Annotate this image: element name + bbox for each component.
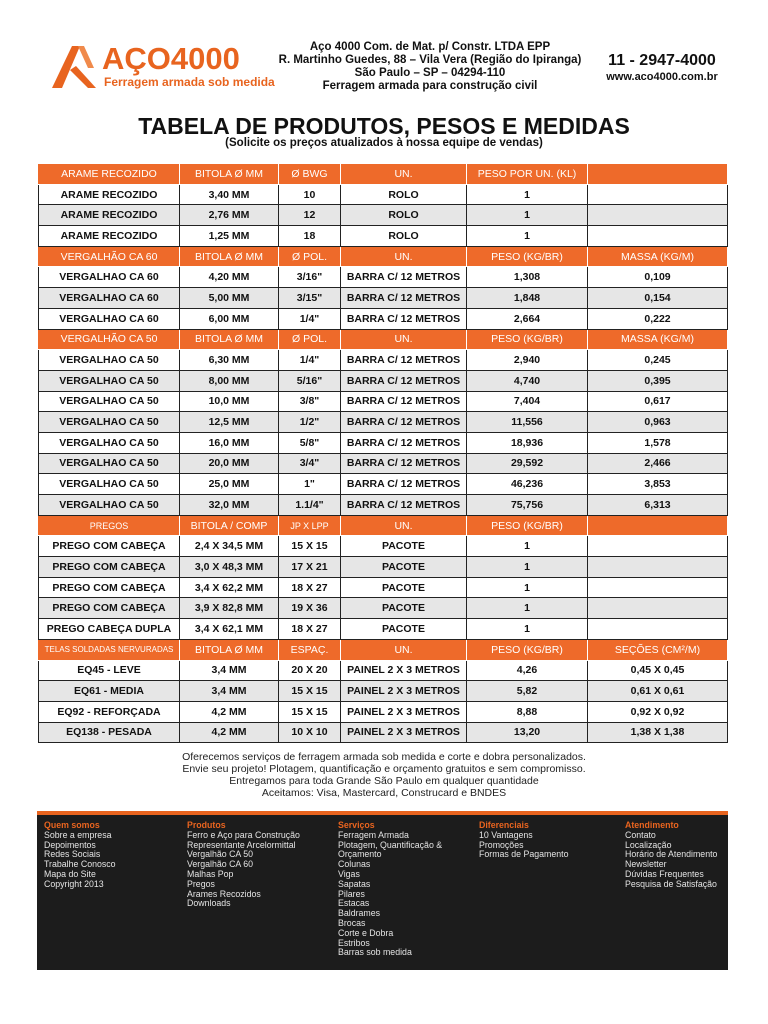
table-cell: [588, 598, 728, 619]
table-section-header: [39, 164, 728, 185]
table-cell: 4,2 MM: [180, 701, 279, 722]
footer-heading: Produtos: [187, 820, 226, 830]
table-cell: 1,25 MM: [180, 226, 279, 247]
table-cell: PREGO COM CABEÇA: [39, 536, 180, 557]
table-cell: 10,0 MM: [180, 391, 279, 412]
footer-column-servicos: [338, 821, 442, 958]
table-cell: 1,578: [588, 432, 728, 453]
table-header-cell: BITOLA Ø MM: [180, 329, 279, 350]
table-cell: EQ61 - MEDIA: [39, 681, 180, 702]
table-cell: 2,664: [467, 308, 588, 329]
footer-link[interactable]: Promoções: [479, 839, 524, 850]
table-cell: 1.1/4": [279, 495, 341, 516]
note-line: Entregamos para toda Grande São Paulo em qualquer quantidade: [229, 775, 539, 787]
table-cell: ROLO: [341, 205, 467, 226]
table-cell: 1: [467, 184, 588, 205]
table-cell: EQ92 - REFORÇADA: [39, 701, 180, 722]
table-row: [39, 267, 728, 288]
table-cell: 3,0 X 48,3 MM: [180, 557, 279, 578]
table-cell: VERGALHAO CA 60: [39, 288, 180, 309]
table-cell: 3,40 MM: [180, 184, 279, 205]
table-cell: 6,30 MM: [180, 350, 279, 371]
table-cell: 18,936: [467, 432, 588, 453]
footer-heading: Diferenciais: [479, 820, 529, 830]
table-cell: 1: [467, 205, 588, 226]
footer-link[interactable]: Pesquisa de Satisfação: [625, 878, 717, 889]
table-cell: 1": [279, 474, 341, 495]
table-cell: 18: [279, 226, 341, 247]
table-cell: ARAME RECOZIDO: [39, 205, 180, 226]
table-row: [39, 226, 728, 247]
table-cell: BARRA C/ 12 METROS: [341, 288, 467, 309]
table-row: [39, 577, 728, 598]
table-cell: EQ138 - PESADA: [39, 722, 180, 743]
table-cell: VERGALHAO CA 50: [39, 391, 180, 412]
footer-heading: Quem somos: [44, 820, 100, 830]
table-header-cell: UN.: [341, 515, 467, 536]
table-cell: 75,756: [467, 495, 588, 516]
contact-info: [598, 52, 726, 84]
table-cell: 2,4 X 34,5 MM: [180, 536, 279, 557]
footer-link[interactable]: Baldrames: [338, 908, 381, 919]
table-cell: 29,592: [467, 453, 588, 474]
table-row: [39, 288, 728, 309]
table-cell: 15 X 15: [279, 701, 341, 722]
footer-link[interactable]: Ferro e Aço para Construção: [187, 829, 300, 840]
table-cell: VERGALHAO CA 60: [39, 308, 180, 329]
footer-link[interactable]: Plotagem, Quantificação &: [338, 839, 443, 850]
table-cell: BARRA C/ 12 METROS: [341, 453, 467, 474]
table-cell: VERGALHAO CA 50: [39, 350, 180, 371]
table-row: [39, 350, 728, 371]
table-cell: 6,313: [588, 495, 728, 516]
table-row: [39, 495, 728, 516]
footer-link[interactable]: Trabalhe Conosco: [44, 859, 116, 870]
table-cell: PACOTE: [341, 598, 467, 619]
footer-link[interactable]: Pilares: [338, 888, 365, 899]
table-cell: 1,308: [467, 267, 588, 288]
table-cell: 0,963: [588, 412, 728, 433]
table-cell: 5/8": [279, 432, 341, 453]
table-cell: BARRA C/ 12 METROS: [341, 308, 467, 329]
table-header-cell: UN.: [341, 164, 467, 185]
table-header-cell: VERGALHÃO CA 60: [39, 246, 180, 267]
footer-link[interactable]: Depoimentos: [44, 839, 96, 850]
table-cell: ROLO: [341, 226, 467, 247]
footer-link[interactable]: Newsletter: [625, 859, 667, 870]
footer-link[interactable]: Vigas: [338, 868, 360, 879]
table-cell: 1: [467, 536, 588, 557]
table-cell: 0,154: [588, 288, 728, 309]
table-cell: PAINEL 2 X 3 METROS: [341, 681, 467, 702]
table-cell: VERGALHAO CA 50: [39, 495, 180, 516]
table-header-cell: PESO POR UN. (KL): [467, 164, 588, 185]
table-row: [39, 474, 728, 495]
table-cell: 1: [467, 557, 588, 578]
table-row: [39, 598, 728, 619]
table-cell: BARRA C/ 12 METROS: [341, 432, 467, 453]
footer-link[interactable]: Mapa do Site: [44, 868, 96, 879]
table-row: [39, 536, 728, 557]
table-cell: 1/4": [279, 350, 341, 371]
table-cell: 0,222: [588, 308, 728, 329]
footer-link[interactable]: Copyright 2013: [44, 878, 104, 889]
table-cell: BARRA C/ 12 METROS: [341, 391, 467, 412]
table-cell: 0,617: [588, 391, 728, 412]
table-row: [39, 432, 728, 453]
table-cell: 10 X 10: [279, 722, 341, 743]
footer-link[interactable]: Ferragem Armada: [338, 829, 409, 840]
table-cell: [588, 536, 728, 557]
site-footer: [37, 811, 728, 970]
table-header-cell: BITOLA Ø MM: [180, 164, 279, 185]
table-section-header: [39, 329, 728, 350]
table-row: [39, 722, 728, 743]
table-cell: 5/16": [279, 370, 341, 391]
table-cell: 6,00 MM: [180, 308, 279, 329]
table-cell: PACOTE: [341, 577, 467, 598]
table-cell: PACOTE: [341, 619, 467, 640]
table-row: [39, 184, 728, 205]
table-cell: ROLO: [341, 184, 467, 205]
table-header-cell: MASSA (KG/M): [588, 246, 728, 267]
table-header-cell: MASSA (KG/M): [588, 329, 728, 350]
table-cell: 16,0 MM: [180, 432, 279, 453]
table-cell: 25,0 MM: [180, 474, 279, 495]
table-cell: 12: [279, 205, 341, 226]
table-cell: 3,853: [588, 474, 728, 495]
table-cell: 19 X 36: [279, 598, 341, 619]
company-line: Ferragem armada para construção civil: [322, 80, 538, 92]
table-cell: 3,4 X 62,2 MM: [180, 577, 279, 598]
logo-tagline: Ferragem armada sob medida: [104, 75, 275, 89]
table-row: [39, 308, 728, 329]
table-header-cell: PESO (KG/BR): [467, 246, 588, 267]
table-cell: 1: [467, 577, 588, 598]
table-cell: 2,940: [467, 350, 588, 371]
table-cell: PACOTE: [341, 557, 467, 578]
table-cell: 1,38 X 1,38: [588, 722, 728, 743]
table-cell: PAINEL 2 X 3 METROS: [341, 701, 467, 722]
table-cell: VERGALHAO CA 50: [39, 474, 180, 495]
table-cell: 18 X 27: [279, 619, 341, 640]
company-line: R. Martinho Guedes, 88 – Vila Vera (Região do Ipiranga): [278, 54, 582, 66]
table-cell: [588, 577, 728, 598]
table-cell: 0,92 X 0,92: [588, 701, 728, 722]
table-cell: 17 X 21: [279, 557, 341, 578]
table-cell: VERGALHAO CA 50: [39, 412, 180, 433]
table-cell: [588, 226, 728, 247]
footer-link[interactable]: Estribos: [338, 937, 370, 948]
table-cell: 4,740: [467, 370, 588, 391]
website-link[interactable]: www.aco4000.com.br: [606, 71, 718, 83]
table-cell: VERGALHAO CA 50: [39, 453, 180, 474]
table-header-cell: UN.: [341, 639, 467, 660]
table-cell: 20,0 MM: [180, 453, 279, 474]
table-cell: 4,2 MM: [180, 722, 279, 743]
table-header-cell: BITOLA Ø MM: [180, 246, 279, 267]
page-header: [0, 0, 768, 110]
table-section-header: [39, 515, 728, 536]
table-header-cell: VERGALHÃO CA 50: [39, 329, 180, 350]
logo-name: AÇO4000: [102, 41, 240, 76]
table-cell: 3/16": [279, 267, 341, 288]
table-cell: 13,20: [467, 722, 588, 743]
table-cell: PACOTE: [341, 536, 467, 557]
page-subtitle: (Solicite os preços atualizados à nossa equipe de vendas): [225, 137, 543, 149]
table-cell: 1: [467, 226, 588, 247]
table-cell: 5,00 MM: [180, 288, 279, 309]
table-cell: [588, 619, 728, 640]
table-cell: 1: [467, 619, 588, 640]
table-header-cell: PESO (KG/BR): [467, 639, 588, 660]
table-cell: ARAME RECOZIDO: [39, 226, 180, 247]
table-row: [39, 391, 728, 412]
table-cell: 2,76 MM: [180, 205, 279, 226]
table-cell: 32,0 MM: [180, 495, 279, 516]
table-header-cell: ARAME RECOZIDO: [39, 164, 180, 185]
table-cell: 0,45 X 0,45: [588, 660, 728, 681]
table-cell: 0,109: [588, 267, 728, 288]
footer-link[interactable]: Barras sob medida: [338, 947, 412, 958]
footer-link[interactable]: 10 Vantagens: [479, 829, 533, 840]
table-cell: 46,236: [467, 474, 588, 495]
company-info: [270, 41, 590, 93]
company-line: Aço 4000 Com. de Mat. p/ Constr. LTDA EPP: [309, 41, 551, 53]
table-cell: 15 X 15: [279, 536, 341, 557]
table-cell: 4,26: [467, 660, 588, 681]
products-table: [38, 163, 728, 743]
footer-link[interactable]: Vergalhão CA 50: [187, 849, 254, 860]
page-title: TABELA DE PRODUTOS, PESOS E MEDIDAS: [138, 113, 630, 139]
table-cell: 10: [279, 184, 341, 205]
note-line: Oferecemos serviços de ferragem armada sob medida e corte e dobra personalizados.: [182, 751, 586, 763]
footer-column-produtos: [187, 821, 300, 909]
table-row: [39, 557, 728, 578]
table-header-cell: [588, 164, 728, 185]
table-cell: 12,5 MM: [180, 412, 279, 433]
table-cell: PREGO COM CABEÇA: [39, 598, 180, 619]
table-cell: VERGALHAO CA 50: [39, 370, 180, 391]
table-cell: 4,20 MM: [180, 267, 279, 288]
table-cell: 3,4 MM: [180, 660, 279, 681]
table-cell: BARRA C/ 12 METROS: [341, 495, 467, 516]
table-cell: 0,245: [588, 350, 728, 371]
table-cell: 3/4": [279, 453, 341, 474]
company-logo: [48, 41, 275, 98]
table-cell: BARRA C/ 12 METROS: [341, 267, 467, 288]
table-cell: [588, 184, 728, 205]
table-header-cell: UN.: [341, 246, 467, 267]
table-cell: BARRA C/ 12 METROS: [341, 474, 467, 495]
footer-link[interactable]: Localização: [625, 839, 672, 850]
table-cell: 3/15": [279, 288, 341, 309]
table-cell: PAINEL 2 X 3 METROS: [341, 660, 467, 681]
footer-column-quem-somos: [44, 821, 116, 890]
table-cell: 1/2": [279, 412, 341, 433]
table-cell: 8,00 MM: [180, 370, 279, 391]
phone-number: 11 - 2947-4000: [608, 52, 716, 69]
table-section-header: [39, 246, 728, 267]
table-row: [39, 412, 728, 433]
footer-link[interactable]: Formas de Pagamento: [479, 849, 569, 860]
service-notes: [0, 751, 768, 799]
table-cell: 7,404: [467, 391, 588, 412]
table-header-cell: Ø POL.: [279, 246, 341, 267]
table-cell: PREGO COM CABEÇA: [39, 577, 180, 598]
table-header-cell: [588, 515, 728, 536]
table-cell: 11,556: [467, 412, 588, 433]
company-line: São Paulo – SP – 04294-110: [354, 67, 506, 79]
table-cell: 8,88: [467, 701, 588, 722]
table-cell: ARAME RECOZIDO: [39, 184, 180, 205]
table-cell: [588, 557, 728, 578]
table-cell: 0,61 X 0,61: [588, 681, 728, 702]
logo-a-icon: [48, 44, 98, 90]
table-cell: 1/4": [279, 308, 341, 329]
table-cell: 3/8": [279, 391, 341, 412]
table-cell: 3,4 X 62,1 MM: [180, 619, 279, 640]
table-cell: 3,4 MM: [180, 681, 279, 702]
footer-link[interactable]: Estacas: [338, 898, 370, 909]
table-header-cell: Ø BWG: [279, 164, 341, 185]
table-header-cell: PESO (KG/BR): [467, 515, 588, 536]
footer-link[interactable]: Contato: [625, 829, 656, 840]
footer-link[interactable]: Vergalhão CA 60: [187, 859, 254, 870]
footer-link[interactable]: Arames Recozidos: [187, 888, 261, 899]
table-cell: 20 X 20: [279, 660, 341, 681]
table-header-cell: TELAS SOLDADAS NERVURADAS: [39, 639, 180, 660]
footer-link[interactable]: Dúvidas Frequentes: [625, 868, 704, 879]
table-header-cell: UN.: [341, 329, 467, 350]
table-cell: PREGO COM CABEÇA: [39, 557, 180, 578]
table-cell: [588, 205, 728, 226]
table-cell: PREGO CABEÇA DUPLA: [39, 619, 180, 640]
table-row: [39, 701, 728, 722]
table-cell: 3,9 X 82,8 MM: [180, 598, 279, 619]
table-cell: BARRA C/ 12 METROS: [341, 412, 467, 433]
footer-heading: Serviços: [338, 820, 375, 830]
table-header-cell: BITOLA / COMP: [180, 515, 279, 536]
footer-column-diferenciais: [479, 821, 568, 860]
table-cell: VERGALHAO CA 50: [39, 432, 180, 453]
table-cell: VERGALHAO CA 60: [39, 267, 180, 288]
table-cell: EQ45 - LEVE: [39, 660, 180, 681]
table-header-cell: SEÇÕES (CM²/M): [588, 639, 728, 660]
footer-link[interactable]: Brocas: [338, 917, 366, 928]
footer-link[interactable]: Sobre a empresa: [44, 829, 112, 840]
table-cell: 2,466: [588, 453, 728, 474]
table-header-cell: BITOLA Ø MM: [180, 639, 279, 660]
table-row: [39, 205, 728, 226]
footer-link[interactable]: Downloads: [187, 898, 231, 909]
footer-link[interactable]: Orçamento: [338, 849, 382, 860]
table-row: [39, 453, 728, 474]
table-section-header: [39, 639, 728, 660]
table-row: [39, 619, 728, 640]
table-cell: 0,395: [588, 370, 728, 391]
table-cell: 1: [467, 598, 588, 619]
table-row: [39, 370, 728, 391]
table-cell: PAINEL 2 X 3 METROS: [341, 722, 467, 743]
note-line: Aceitamos: Visa, Mastercard, Construcard e BNDES: [261, 787, 507, 799]
table-cell: 1,848: [467, 288, 588, 309]
table-header-cell: PREGOS: [39, 515, 180, 536]
table-cell: 15 X 15: [279, 681, 341, 702]
table-cell: 5,82: [467, 681, 588, 702]
table-header-cell: ESPAÇ.: [279, 639, 341, 660]
footer-link[interactable]: Corte e Dobra: [338, 927, 394, 938]
table-cell: BARRA C/ 12 METROS: [341, 370, 467, 391]
footer-link[interactable]: Colunas: [338, 859, 371, 870]
table-cell: BARRA C/ 12 METROS: [341, 350, 467, 371]
footer-heading: Atendimento: [625, 820, 679, 830]
table-header-cell: Ø POL.: [279, 329, 341, 350]
footer-link[interactable]: Sapatas: [338, 878, 371, 889]
table-row: [39, 681, 728, 702]
table-header-cell: JP X LPP: [279, 515, 341, 536]
footer-link[interactable]: Redes Sociais: [44, 849, 101, 860]
table-row: [39, 660, 728, 681]
footer-link[interactable]: Pregos: [187, 878, 215, 889]
table-header-cell: PESO (KG/BR): [467, 329, 588, 350]
table-cell: 18 X 27: [279, 577, 341, 598]
note-line: Envie seu projeto! Plotagem, quantificação e orçamento gratuitos e sem compromisso.: [182, 763, 586, 775]
footer-link[interactable]: Representante Arcelormittal: [187, 839, 296, 850]
footer-link[interactable]: Horário de Atendimento: [625, 849, 718, 860]
footer-column-atendimento: [625, 821, 717, 890]
footer-link[interactable]: Malhas Pop: [187, 868, 234, 879]
